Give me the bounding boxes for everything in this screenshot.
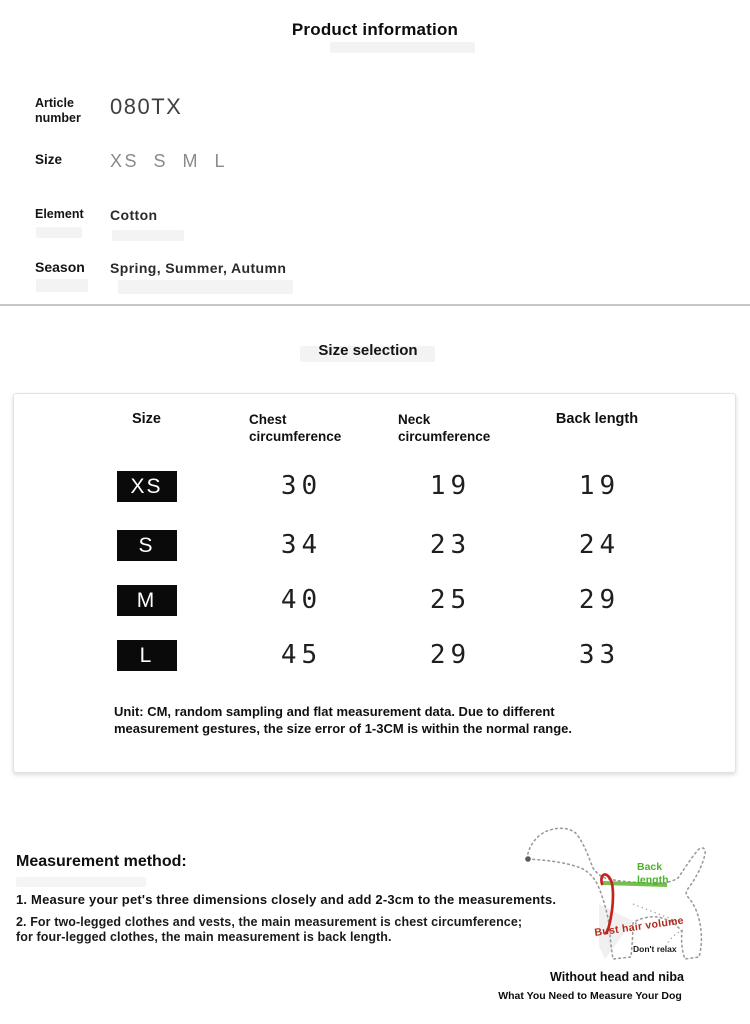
neck-value: 19 — [429, 471, 472, 501]
header-chest-circumference: Chest circumference — [249, 412, 342, 444]
header-back-length: Back length — [555, 411, 639, 427]
size-badge-l: L — [117, 640, 177, 671]
back-length-value: 19 — [578, 471, 621, 501]
table-row-l — [69, 640, 735, 671]
dog-nose — [525, 856, 531, 862]
element-label: Element — [35, 207, 84, 221]
measurement-point-1: 1. Measure your pet's three dimensions closely and add 2-3cm to the measurements. — [16, 892, 557, 907]
chest-value: 30 — [280, 471, 323, 501]
header-neck-circumference: Neck circumference — [398, 412, 491, 444]
dont-relax-label: Don't relax — [633, 944, 677, 954]
ghost-artifact — [112, 230, 184, 241]
table-row-xs — [69, 471, 735, 502]
article-number-label: Article number — [35, 96, 81, 125]
table-row-s — [69, 530, 735, 561]
chest-value: 40 — [280, 585, 323, 615]
page-title: Product information — [291, 20, 459, 39]
measurement-point-2 — [16, 915, 576, 944]
article-number-value: 080TX — [110, 94, 183, 119]
season-label: Season — [35, 259, 85, 275]
ghost-artifact — [36, 279, 88, 292]
neck-value: 25 — [429, 585, 472, 615]
dog-measurement-diagram — [515, 826, 720, 978]
neck-value: 29 — [429, 640, 472, 670]
measurement-point-2-line-2: for four-legged clothes, the main measurement is back length. — [16, 929, 392, 944]
ghost-artifact — [330, 42, 475, 53]
back-length-label-line1: Back — [637, 861, 663, 873]
measurement-point-2-line-1: 2. For two-legged clothes and vests, the main measurement is chest circumference; — [16, 915, 523, 929]
ghost-artifact — [16, 877, 146, 887]
unit-note: Unit: CM, random sampling and flat measurement data. Due to different measurement gestures, the size error of 1-3CM is within the normal range. — [114, 704, 573, 736]
season-value: Spring, Summer, Autumn — [110, 260, 287, 276]
size-badge-xs: XS — [117, 471, 177, 502]
size-badge-s: S — [117, 530, 177, 561]
size-badge-m: M — [117, 585, 177, 616]
table-row-m — [69, 585, 735, 616]
diagram-caption-1: Without head and niba — [550, 970, 684, 984]
size-table-header — [69, 411, 735, 445]
bust-hair-volume-label: Bust hair volume — [593, 914, 685, 939]
size-value: XS S M L — [110, 151, 228, 171]
back-length-value: 29 — [578, 585, 621, 615]
size-table-card — [13, 393, 736, 773]
back-length-value: 33 — [578, 640, 621, 670]
ghost-artifact — [118, 280, 293, 294]
back-length-value: 24 — [578, 530, 621, 560]
chest-value: 34 — [280, 530, 323, 560]
measurement-method-heading: Measurement method: — [16, 853, 187, 870]
element-value: Cotton — [110, 207, 158, 223]
chest-value: 45 — [280, 640, 323, 670]
diagram-caption-2: What You Need to Measure Your Dog — [498, 990, 682, 1002]
back-length-label-line2: length — [637, 874, 669, 886]
neck-value: 23 — [429, 530, 472, 560]
size-selection-title: Size selection — [318, 342, 418, 359]
section-divider — [0, 304, 750, 306]
header-size: Size — [131, 411, 161, 427]
size-label: Size — [35, 152, 63, 167]
ghost-artifact — [36, 227, 82, 238]
